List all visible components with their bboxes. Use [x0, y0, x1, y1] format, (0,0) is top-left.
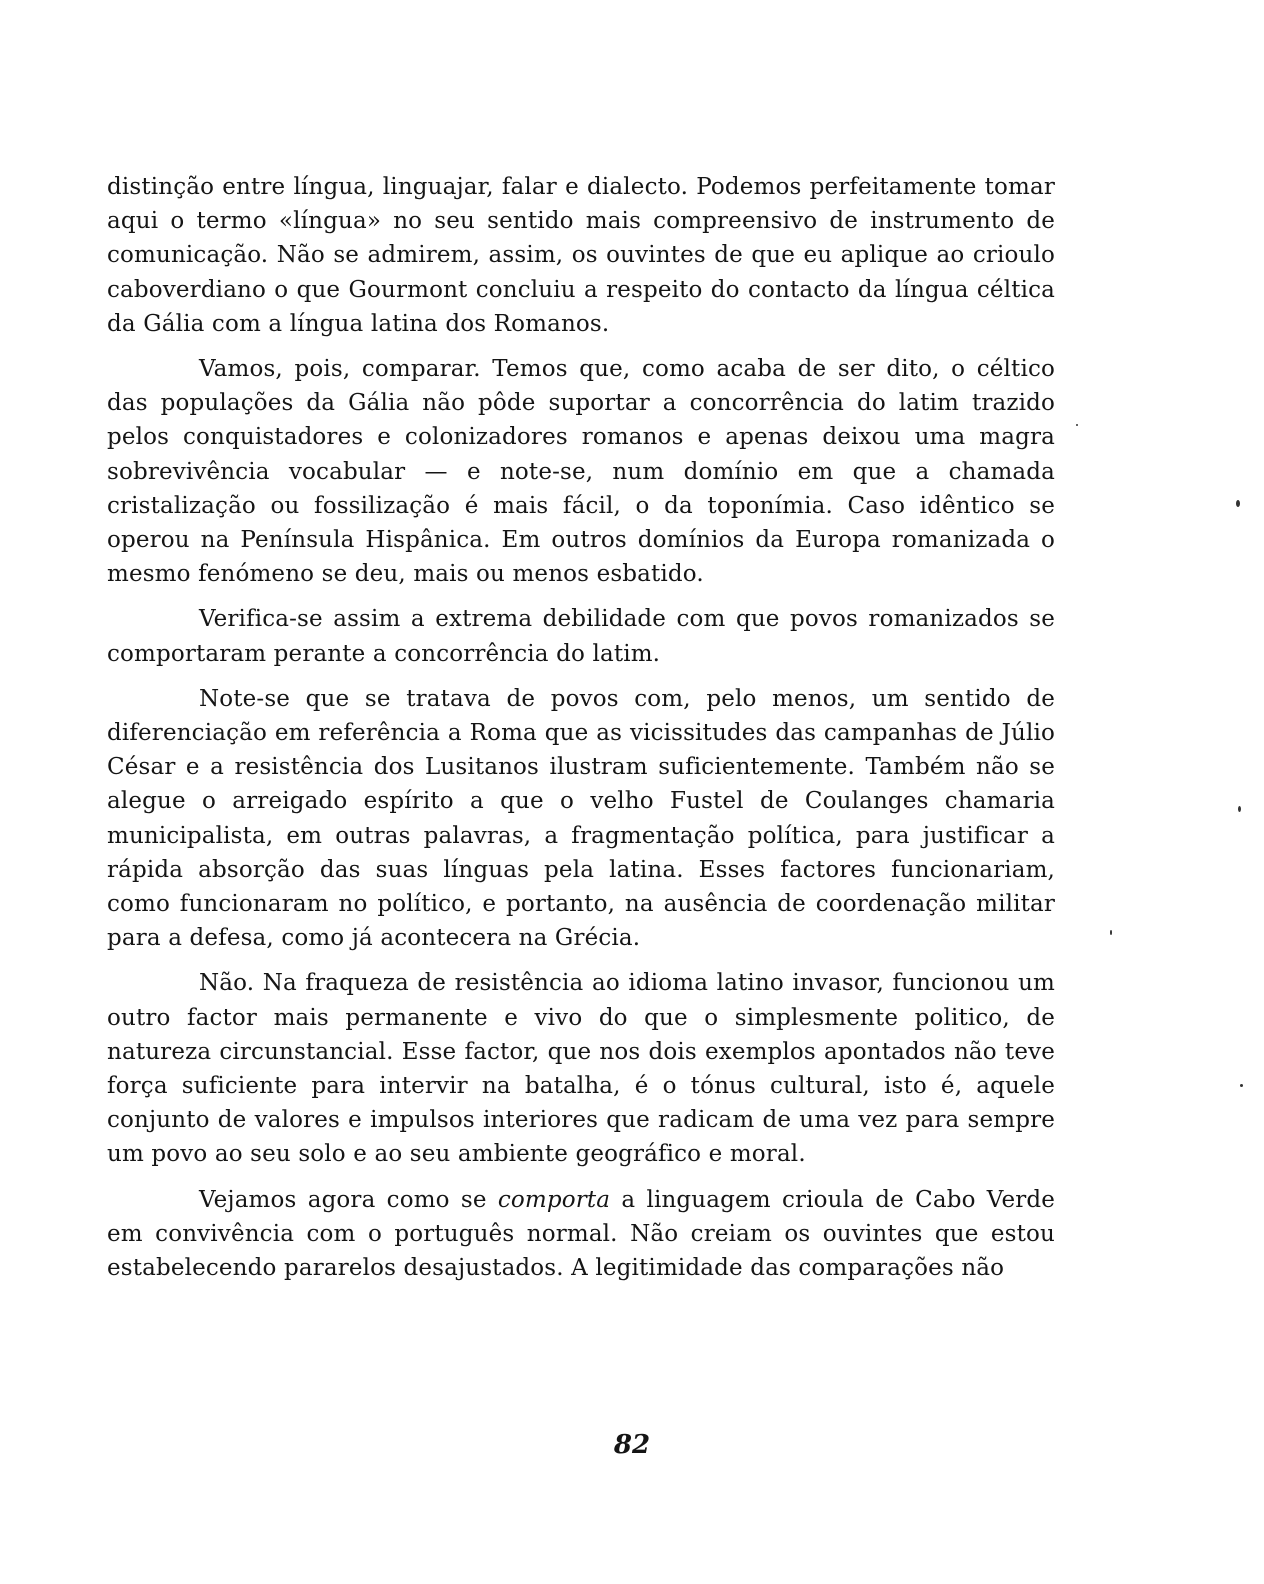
page-number: 82 [613, 1430, 651, 1460]
scan-speck [1110, 930, 1112, 935]
paragraph-6 [107, 1183, 1055, 1286]
paragraph-6-end: a linguagem crioula de Cabo Verde em convivência com o português normal. Não creiam os ouvintes que estou estabelecendo pararelos desajustados. A legitimidade das comparações não [107, 1186, 1055, 1282]
paragraph-1: distinção entre língua, linguajar, falar e dialecto. Podemos perfeitamente tomar aqui o termo «língua» no seu sentido mais compreensivo de instrumento de comunicação. Não se admirem, assim, os ouvintes de que eu aplique ao crioulo caboverdiano o que Gourmont concluiu a respeito do contacto da língua céltica da Gália com a língua latina dos Romanos. [107, 174, 1055, 337]
paragraph-6-start: Vejamos agora como se [199, 1186, 498, 1213]
paragraph-4: Note-se que se tratava de povos com, pelo menos, um sentido de diferenciação em referência a Roma que as vicissitudes das campanhas de Júlio César e a resistência dos Lusitanos ilustram suficientemente. Também não se alegue o arreigado espírito a que o velho Fustel de Coulanges chamaria municipalista, em outras palavras, a fragmentação política, para justificar a rápida absorção das suas línguas pela latina. Esses factores funcionariam, como funcionaram no político, e portanto, na ausência de coordenação militar para a defesa, como já acontecera na Grécia. [107, 685, 1055, 952]
scan-speck [1240, 1084, 1243, 1087]
paragraph-2: Vamos, pois, comparar. Temos que, como acaba de ser dito, o céltico das populações da Gália não pôde suportar a concorrência do latim trazido pelos conquistadores e colonizadores romanos e apenas deixou uma magra sobrevivência vocabular — e note-se, num domínio em que a chamada cristalização ou fossilização é mais fácil, o da toponímia. Caso idêntico se operou na Península Hispânica. Em outros domínios da Europa romanizada o mesmo fenómeno se deu, mais ou menos esbatido. [107, 356, 1055, 588]
body-text [107, 170, 1055, 1296]
paragraph-5: Não. Na fraqueza de resistência ao idioma latino invasor, funcionou um outro factor mais permanente e vivo do que o simplesmente politico, de natureza circunstancial. Esse factor, que nos dois exemplos apontados não teve força suficiente para intervir na batalha, é o tónus cultural, isto é, aquele conjunto de valores e impulsos interiores que radicam de uma vez para sempre um povo ao seu solo e ao seu ambiente geográfico e moral. [107, 970, 1055, 1168]
scan-speck [1076, 424, 1078, 426]
paragraph-6-italic-word: comporta [497, 1186, 611, 1213]
scan-speck [1238, 806, 1241, 812]
scan-speck [1236, 500, 1240, 507]
paragraph-3: Verifica-se assim a extrema debilidade com que povos romanizados se comportaram perante a concorrência do latim. [107, 606, 1055, 667]
